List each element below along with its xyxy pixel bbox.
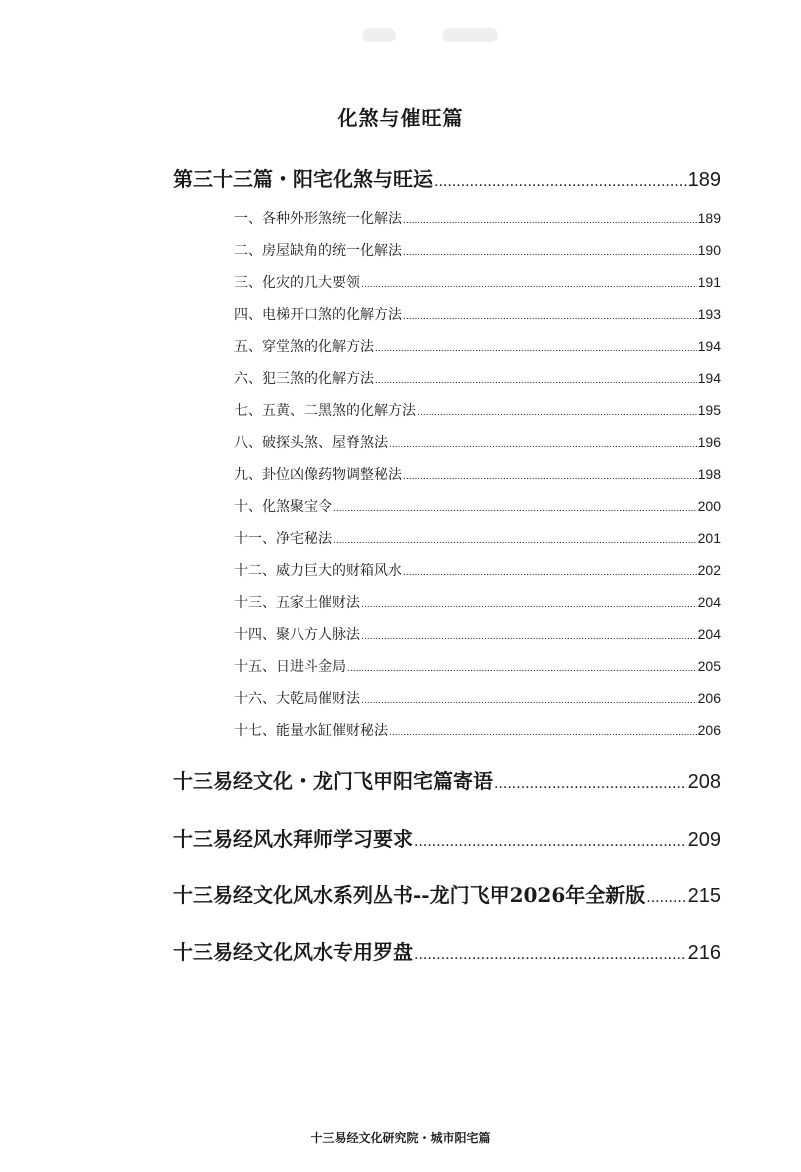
toc-item-label: 十七、能量水缸催财秘法 [234,723,388,739]
toc-item-label: 七、五黄、二黑煞的化解方法 [234,403,416,419]
toc-item[interactable] [234,272,721,292]
toc-chapter-label: 十三易经文化・龙门飞甲阳宅篇寄语 [173,769,493,793]
toc-page-number: 190 [697,242,721,258]
toc-page-number: 204 [697,626,721,642]
dot-leader [361,280,697,290]
toc-page-number: 198 [697,466,721,482]
dot-leader [375,376,697,386]
toc-item-label: 十二、威力巨大的财箱风水 [234,563,402,579]
toc-item-label: 十五、日进斗金局 [234,659,346,675]
dot-leader [389,440,697,450]
toc-page-number: 194 [697,338,721,354]
toc-page-number: 193 [697,306,721,322]
toc-item[interactable] [234,464,721,484]
dot-leader [333,536,697,546]
toc-page-number: 189 [687,169,721,191]
dot-leader [417,408,697,418]
toc-chapter-label: 十三易经文化风水系列丛书--龙门飞甲2026年全新版 [173,883,646,907]
toc-item-label: 十、化煞聚宝令 [234,499,332,515]
dot-leader [646,890,686,906]
dot-leader [403,248,697,258]
toc-page-number: 206 [697,690,721,706]
toc-item[interactable] [234,496,721,516]
toc-item[interactable] [234,560,721,580]
dot-leader [361,600,697,610]
toc-chapter-label: 第三十三篇・阳宅化煞与旺运 [173,167,433,191]
toc-chapter-label: 十三易经风水拜师学习要求 [173,827,413,851]
dot-leader [414,834,687,850]
toc-item-label: 一、各种外形煞统一化解法 [234,211,402,227]
toc-page-number: 191 [697,274,721,290]
dot-leader [361,696,697,706]
toc-page-number: 216 [687,942,721,964]
toc-item-label: 十六、大乾局催财法 [234,691,360,707]
toc-item-label: 九、卦位凶像药物调整秘法 [234,467,402,483]
toc-chapter-entry[interactable] [173,879,721,908]
toc-item-label: 五、穿堂煞的化解方法 [234,339,374,355]
toc-chapter-entry[interactable] [173,765,721,794]
toc-page-number: 209 [687,829,721,851]
dot-leader [361,632,697,642]
toc-page-number: 215 [687,885,721,907]
toc-item[interactable] [234,624,721,644]
section-title: 化煞与催旺篇 [337,106,464,130]
dot-leader [414,947,687,963]
toc-item[interactable] [234,432,721,452]
toc-item-label: 三、化灾的几大要领 [234,275,360,291]
toc-item[interactable] [234,656,721,676]
toc-item[interactable] [234,240,721,260]
toc-item-label: 十四、聚八方人脉法 [234,627,360,643]
toc-item[interactable] [234,208,721,228]
toc-item[interactable] [234,688,721,708]
toc-page-number: 200 [697,498,721,514]
page-footer: 十三易经文化研究院・城市阳宅篇 [310,1131,491,1145]
dot-leader [403,568,697,578]
toc-item-label: 十三、五家土催财法 [234,595,360,611]
dot-leader [434,174,687,190]
toc-chapter-label: 十三易经文化风水专用罗盘 [173,940,413,964]
toc-item[interactable] [234,528,721,548]
toc-item[interactable] [234,720,721,740]
toc-page-number: 205 [697,658,721,674]
toc-page-number: 204 [697,594,721,610]
dot-leader [403,216,697,226]
toc-page-number: 189 [697,210,721,226]
toc-page-number: 201 [697,530,721,546]
toc-item[interactable] [234,400,721,420]
dot-leader [403,312,697,322]
toc-item[interactable] [234,592,721,612]
toc-item-label: 八、破探头煞、屋脊煞法 [234,435,388,451]
toc-item[interactable] [234,304,721,324]
scan-smudge [362,28,396,42]
dot-leader [403,472,697,482]
toc-page-number: 194 [697,370,721,386]
dot-leader [333,504,697,514]
toc-chapter-entry[interactable] [173,936,721,965]
toc-item-label: 六、犯三煞的化解方法 [234,371,374,387]
toc-chapter-33[interactable] [173,163,721,192]
toc-page-number: 202 [697,562,721,578]
toc-item[interactable] [234,368,721,388]
toc-chapter-entry[interactable] [173,823,721,852]
toc-page-number: 208 [687,771,721,793]
toc-item-label: 四、电梯开口煞的化解方法 [234,307,402,323]
toc-item-label: 二、房屋缺角的统一化解法 [234,243,402,259]
dot-leader [389,728,697,738]
dot-leader [375,344,697,354]
toc-page-number: 196 [697,434,721,450]
dot-leader [347,664,697,674]
toc-page-number: 195 [697,402,721,418]
toc-item[interactable] [234,336,721,356]
toc-page-number: 206 [697,722,721,738]
toc-item-label: 十一、净宅秘法 [234,531,332,547]
scan-smudge [442,28,498,42]
dot-leader [494,776,687,792]
